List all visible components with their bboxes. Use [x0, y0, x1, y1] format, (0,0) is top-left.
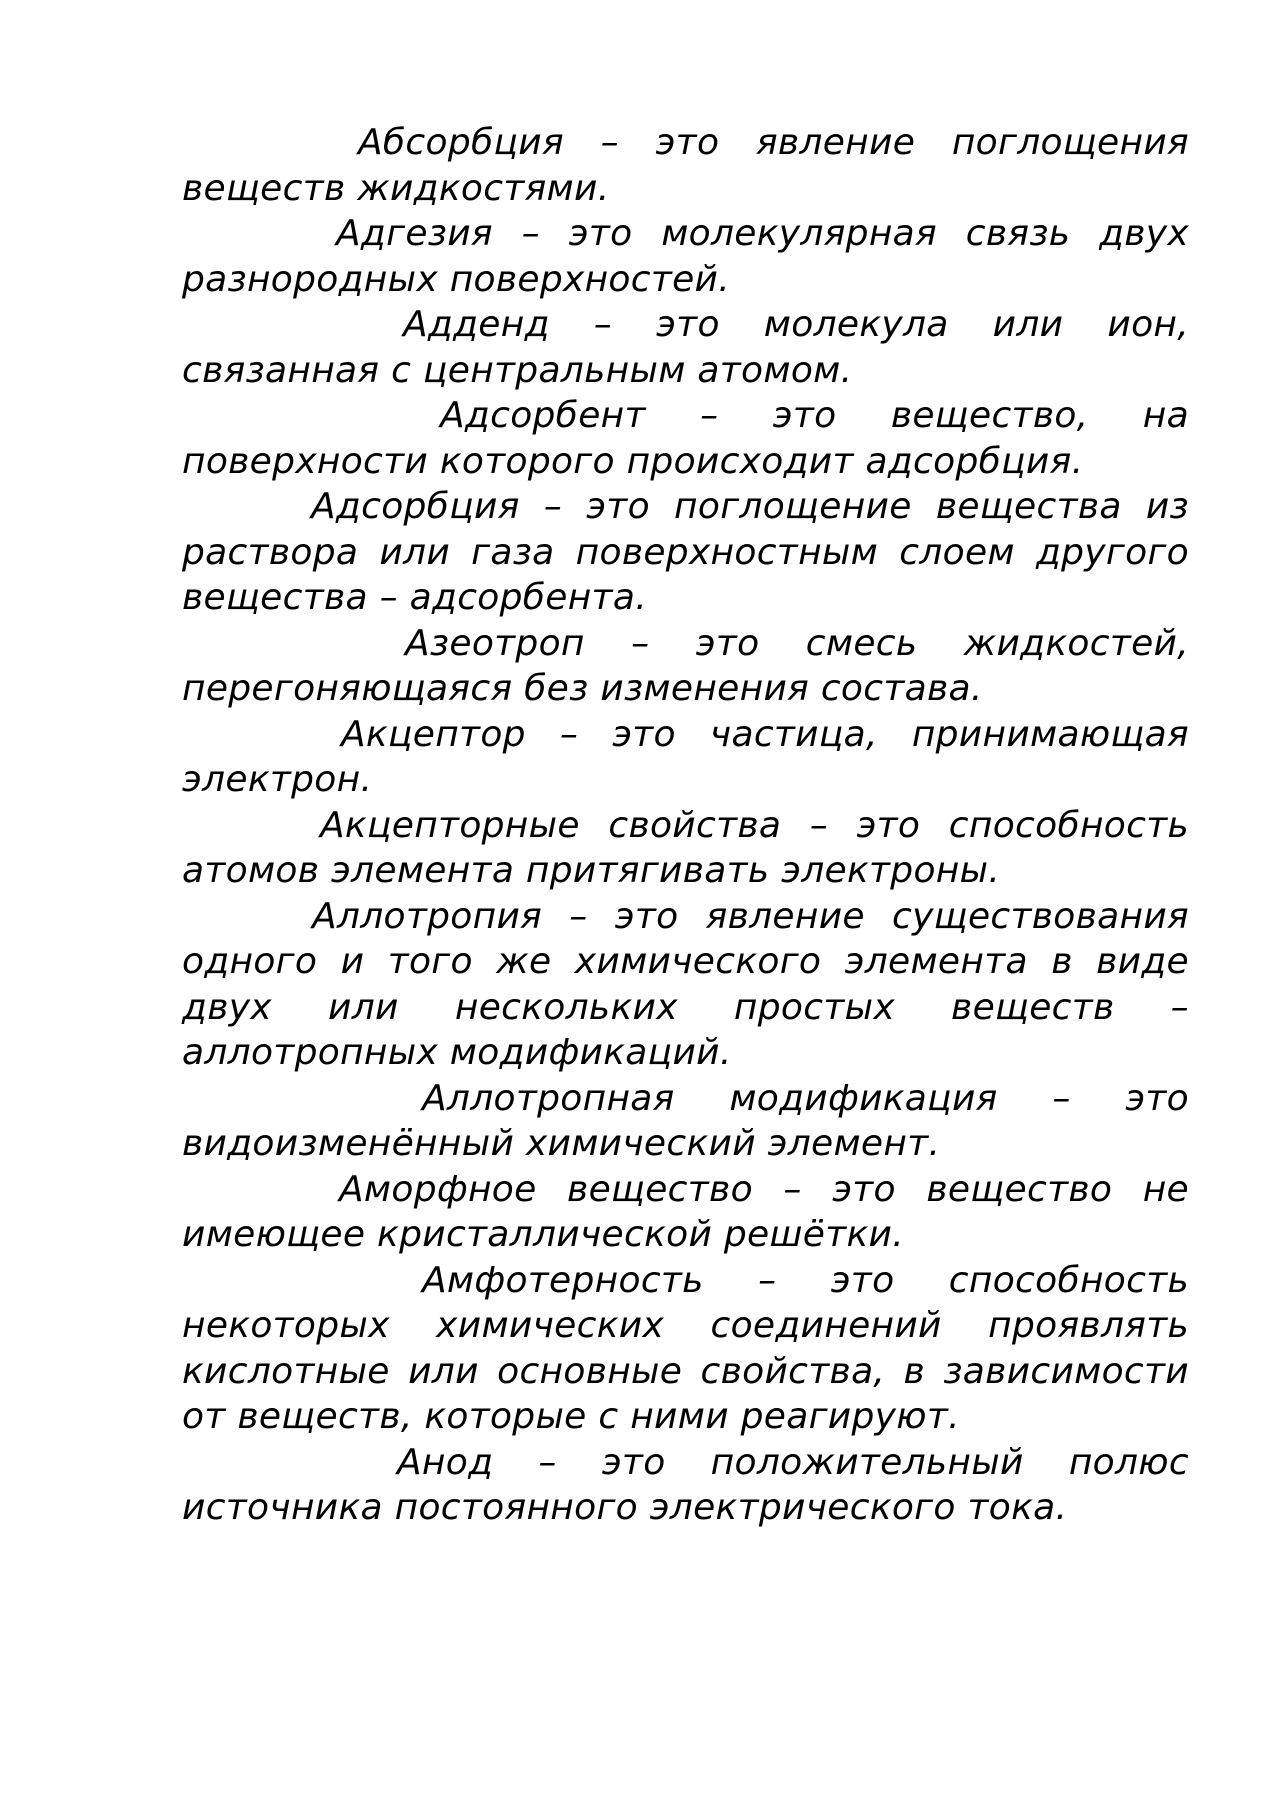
- definition-allotropic-modification: Аллотропная модификация – это видоизменённый химический элемент.: [182, 1077, 1189, 1164]
- definition-absorption: Абсорбция – это явление поглощения веществ жидкостями.: [182, 122, 1189, 209]
- definition-adsorbent: Адсорбент – это вещество, на поверхности которого происходит адсорбция.: [182, 395, 1189, 482]
- definition-adhesion: Адгезия – это молекулярная связь двух разнородных поверхностей.: [182, 213, 1189, 300]
- definition-addend: Адденд – это молекула или ион, связанная с центральным атомом.: [182, 304, 1189, 391]
- definition-amphoterism: Амфотерность – это способность некоторых химических соединений проявлять кислотные или основные свойства, в зависимости от веществ, которые с ними реагируют.: [182, 1259, 1189, 1437]
- definition-acceptor: Акцептор – это частица, принимающая электрон.: [182, 713, 1189, 800]
- definition-acceptor-properties: Акцепторные свойства – это способность атомов элемента притягивать электроны.: [182, 804, 1189, 891]
- document-body: [182, 120, 1189, 1531]
- definition-adsorption: Адсорбция – это поглощение вещества из раствора или газа поверхностным слоем другого вещества – адсорбента.: [182, 486, 1189, 618]
- definition-allotropy: Аллотропия – это явление существования одного и того же химического элемента в виде двух или нескольких простых веществ – аллотропных модификаций.: [182, 895, 1189, 1073]
- definition-amorphous-substance: Аморфное вещество – это вещество не имеющее кристаллической решётки.: [182, 1168, 1189, 1255]
- definition-anode: Анод – это положительный полюс источника постоянного электрического тока.: [182, 1441, 1189, 1528]
- definition-azeotrope: Азеотроп – это смесь жидкостей, перегоняющаяся без изменения состава.: [182, 622, 1189, 709]
